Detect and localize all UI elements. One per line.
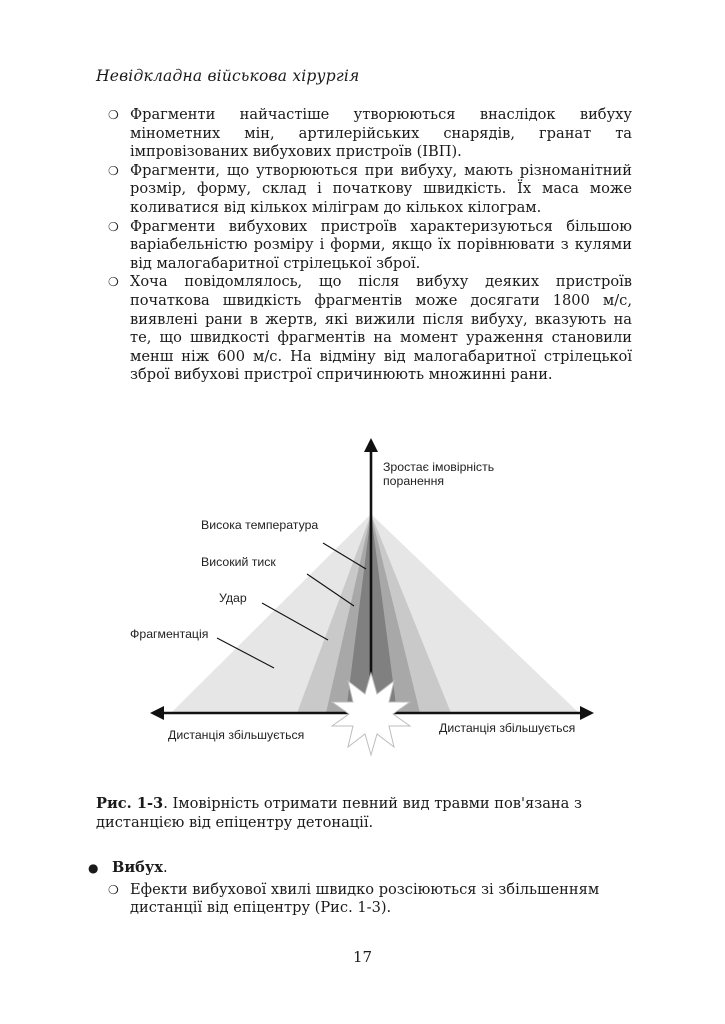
distance-left-label: Дистанція збільшується [168, 728, 305, 742]
list-item-text: Хоча повідомлялось, що після вибуху деяких пристроїв початкова швидкість фрагментів може досягати 1800 м/с, виявлені рани в жертв, які вижили після вибуху, вказують на те, що швидкості фрагментів на момент ураження становили менш ніж 600 м/с. На відміну від малогабаритної стрілецької зброї вибухові пристрої спричинюють множинні рани. [130, 273, 632, 384]
list-item-text: Ефекти вибухової хвилі швидко розсіюються зі збільшенням дистанції від епіцентру (Рис. 1-3). [130, 880, 600, 917]
page-number: 17 [352, 948, 373, 966]
zone-label-pressure: Високий тиск [201, 555, 276, 569]
figure-caption [96, 795, 636, 832]
y-axis-label-line1: Зростає імовірність [383, 460, 495, 474]
open-circle-bullet-icon: ❍ [108, 163, 119, 178]
distance-right-label: Дистанція збільшується [439, 721, 576, 735]
y-axis-arrow-icon [364, 438, 378, 452]
open-circle-bullet-icon: ❍ [108, 108, 119, 122]
open-circle-bullet-icon: ❍ [108, 275, 119, 290]
caption-text: . Імовірність отримати певний вид травми пов'язана з дистанцією від епіцентру детонації. [96, 795, 582, 831]
y-axis-label-line2: поранення [383, 474, 445, 488]
zone-label-temperature: Висока температура [201, 518, 319, 532]
list-item-text: Фрагменти вибухових пристроїв характеризуються більшою варіабельністю розміру і форми, якщо їх порівнювати з кулями від малогабаритної стрілецької зброї. [130, 217, 632, 272]
list-item [84, 881, 636, 918]
open-circle-bullet-icon: ❍ [108, 219, 119, 234]
list-item-text: Фрагменти, що утворюються при вибуху, мають різноманітний розмір, форму, склад і початкову швидкість. Їх маса може коливатися від кількох міліграм до кількох кілограм. [130, 161, 632, 216]
caption-number: Рис. 1-3 [96, 795, 164, 812]
open-circle-bullet-icon: ❍ [108, 882, 119, 897]
x-axis-right-arrow-icon [580, 706, 594, 720]
filled-bullet-icon: ● [88, 861, 99, 875]
running-head: Невідкладна військова хірургія [96, 67, 360, 85]
zone-label-impact: Удар [219, 591, 247, 605]
zone-label-fragmentation: Фрагментація [130, 627, 209, 641]
blast-section [84, 859, 636, 918]
section-heading-text: Вибух [112, 859, 163, 876]
x-axis-left-arrow-icon [150, 706, 164, 720]
section-heading-suffix: . [162, 859, 168, 876]
list-item-text: Фрагменти найчастіше утворюються внаслідок вибуху мінометних мін, артилерійських снарядів, гранат та імпровізованих вибухових пристроїв (ІВП). [130, 106, 632, 161]
section-heading [84, 859, 636, 878]
